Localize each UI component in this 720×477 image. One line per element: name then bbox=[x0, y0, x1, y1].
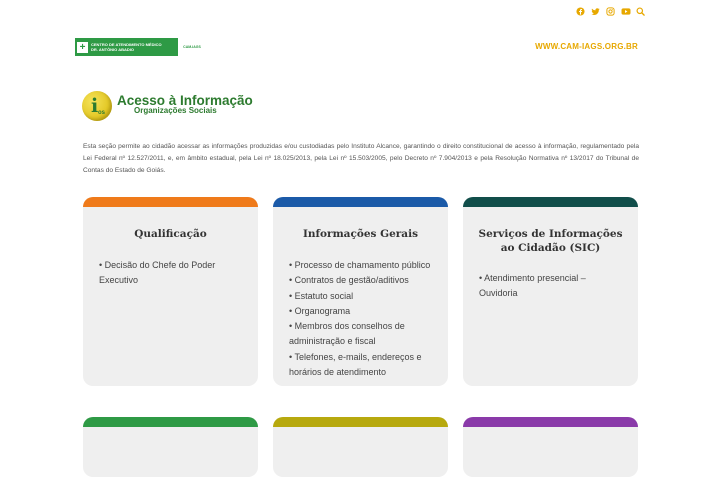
card-link[interactable]: • Membros dos conselhos de administração e fiscal bbox=[289, 321, 405, 347]
medical-cross-icon: + bbox=[77, 42, 88, 53]
card-informacoes-gerais[interactable] bbox=[273, 197, 448, 386]
card-row2-1[interactable] bbox=[83, 417, 258, 477]
partner-logo-label: CAM-IAGS bbox=[183, 45, 201, 49]
card-title: Qualificação bbox=[134, 228, 207, 240]
card-link[interactable]: • Estatuto social bbox=[289, 290, 354, 301]
access-info-title: Acesso à Informação bbox=[117, 93, 253, 108]
access-information-logo bbox=[82, 91, 253, 121]
card-link[interactable]: • Organograma bbox=[289, 305, 351, 316]
instagram-icon[interactable] bbox=[605, 6, 616, 17]
card-list bbox=[463, 271, 638, 302]
card-color-band bbox=[83, 197, 258, 207]
intro-paragraph: Esta seção permite ao cidadão acessar as informações produzidas e/ou custodiadas pelo Instituto Alcance, garantindo o direito constitucional de acesso à informação, regulamentado pela Lei Federal nº 12.527/2011, e, em âmbito estadual, pela Lei nº 18.025/2013, pela Lei nº 15.503/2005, pelo Decreto nº 7.904/2013 e pela Resolução Normativa nº 13/2017 do Tribunal de Contas do Estado de Goiás. bbox=[83, 143, 639, 174]
card-color-band bbox=[273, 417, 448, 427]
card-link[interactable]: • Telefones, e-mails, endereços e horários de atendimento bbox=[289, 351, 422, 378]
facebook-icon[interactable] bbox=[575, 6, 586, 17]
twitter-icon[interactable] bbox=[590, 6, 601, 17]
card-sic[interactable] bbox=[463, 197, 638, 386]
card-qualificacao[interactable] bbox=[83, 197, 258, 386]
site-url-link[interactable]: WWW.CAM-IAGS.ORG.BR bbox=[535, 42, 638, 51]
site-logo[interactable] bbox=[75, 38, 205, 56]
access-info-letter: i bbox=[91, 95, 99, 117]
card-title: Informações Gerais bbox=[302, 228, 419, 240]
logo-main bbox=[75, 38, 178, 56]
card-link[interactable]: • Contratos de gestão/aditivos bbox=[289, 275, 409, 286]
card-list bbox=[273, 258, 448, 380]
card-title: Serviços de Informações ao Cidadão (SIC) bbox=[478, 228, 623, 254]
youtube-icon[interactable] bbox=[620, 6, 631, 17]
card-color-band bbox=[273, 197, 448, 207]
partner-logo bbox=[183, 40, 205, 54]
social-links bbox=[575, 6, 646, 17]
logo-line1: CENTRO DE ATENDIMENTO MÉDICO bbox=[91, 42, 162, 47]
search-icon[interactable] bbox=[635, 6, 646, 17]
card-row2-3[interactable] bbox=[463, 417, 638, 477]
card-link[interactable]: • Decisão do Chefe do Poder Executivo bbox=[99, 260, 216, 286]
card-link[interactable]: • Atendimento presencial – Ouvidoria bbox=[479, 273, 586, 299]
card-list bbox=[83, 258, 258, 289]
card-color-band bbox=[463, 197, 638, 207]
logo-line2: DR. ANTÔNIO ABADIO bbox=[91, 47, 135, 52]
access-info-suffix: os bbox=[98, 110, 106, 116]
card-color-band bbox=[83, 417, 258, 427]
card-link[interactable]: • Processo de chamamento público bbox=[289, 260, 431, 270]
card-row2-2[interactable] bbox=[273, 417, 448, 477]
card-color-band bbox=[463, 417, 638, 427]
access-info-subtitle: Organizações Sociais bbox=[134, 106, 217, 115]
access-info-icon bbox=[82, 91, 112, 121]
